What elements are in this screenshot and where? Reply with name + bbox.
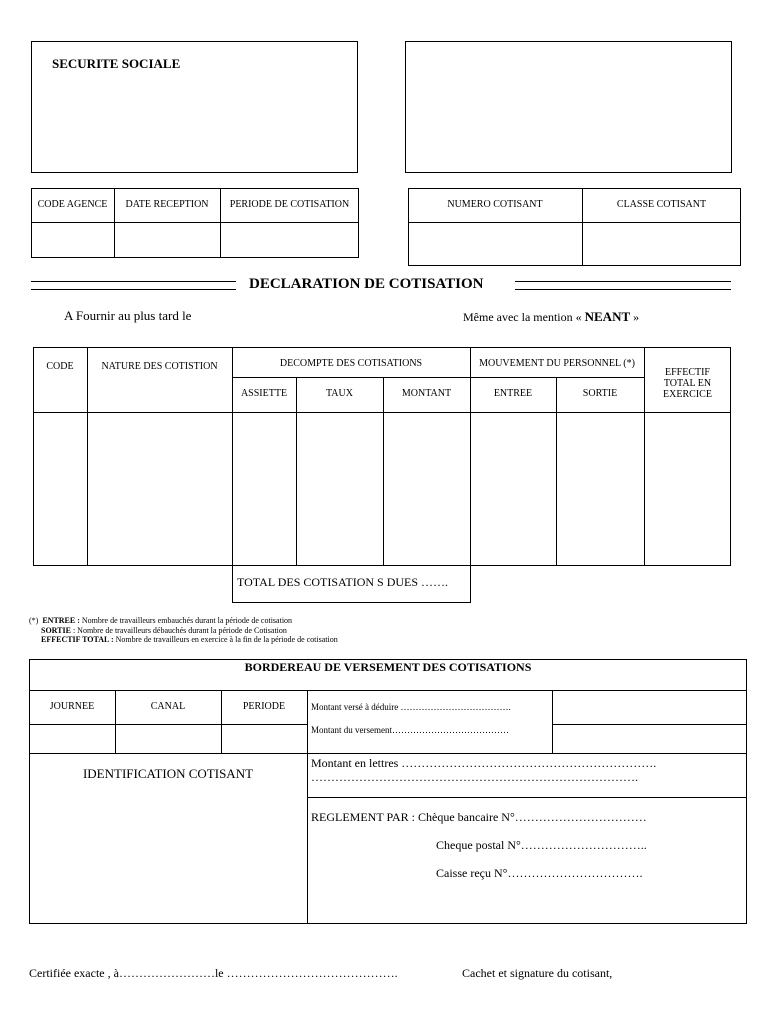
montant-deduire-field[interactable]	[553, 691, 746, 723]
code-agence-header: CODE AGENCE	[37, 199, 108, 210]
montant-versement-field[interactable]	[553, 725, 746, 752]
caisse-recu[interactable]: Caisse reçu N°…………………………….	[436, 866, 643, 880]
stamp-box	[405, 41, 732, 173]
canal-header: CANAL	[150, 701, 186, 712]
numero-cotisant-header: NUMERO COTISANT	[447, 199, 543, 210]
reglement-cheque-bancaire[interactable]: REGLEMENT PAR : Chèque bancaire N°……………………………	[311, 810, 647, 824]
code-agence-cell[interactable]	[32, 223, 113, 257]
mouvement-header: MOUVEMENT DU PERSONNEL (*)	[479, 358, 635, 369]
identification-cotisant: IDENTIFICATION COTISANT	[82, 766, 254, 781]
decompte-header: DECOMPTE DES COTISATIONS	[279, 358, 423, 369]
journee-header: JOURNEE	[49, 701, 95, 712]
code-header: CODE	[46, 361, 74, 372]
montant-lettres-line1[interactable]: Montant en lettres ……………………………………………………….	[311, 756, 657, 770]
entree-header: ENTREE	[493, 388, 533, 399]
fournir-text: A Fournir au plus tard le	[64, 308, 192, 323]
montant-deduire-label: Montant versé à déduire ……………………………….	[311, 702, 511, 712]
journee-cell[interactable]	[30, 725, 114, 752]
table-body-area[interactable]	[34, 413, 730, 565]
note-sortie: SORTIE : Nombre de travailleurs débauchés durant la période de Cotisation	[41, 626, 287, 635]
neant-label: NEANT	[584, 309, 631, 324]
date-reception-header: DATE RECEPTION	[125, 199, 209, 210]
periode-cotisation-cell[interactable]	[221, 223, 358, 257]
org-title: SECURITE SOCIALE	[52, 56, 181, 71]
taux-header: TAUX	[326, 388, 353, 399]
cheque-postal[interactable]: Cheque postal N°…………………………..	[436, 838, 647, 852]
assiette-header: ASSIETTE	[240, 388, 288, 399]
classe-cotisant-header: CLASSE COTISANT	[616, 199, 707, 210]
meme-mention-text: Même avec la mention « NEANT »	[463, 309, 640, 324]
cachet-signature: Cachet et signature du cotisant,	[462, 966, 613, 980]
montant-lettres-line2[interactable]: ……………………………………………………………………….	[311, 770, 638, 784]
sortie-header: SORTIE	[582, 388, 618, 399]
periode-cotisation-header: PERIODE DE COTISATION	[229, 199, 350, 210]
effectif-header-1: EFFECTIF	[664, 367, 710, 378]
classe-cotisant-cell[interactable]	[583, 223, 740, 265]
effectif-header-2: TOTAL EN	[663, 378, 712, 389]
periode-cell[interactable]	[222, 725, 306, 752]
certifiee-exacte[interactable]: Certifiée exacte , à……………………le …………………………………….	[29, 966, 398, 980]
note-entree: (*) ENTREE : Nombre de travailleurs embauchés durant la période de cotisation	[29, 616, 293, 625]
date-reception-cell[interactable]	[115, 223, 219, 257]
effectif-header-3: EXERCICE	[663, 389, 712, 400]
nature-header: NATURE DES COTISTION	[101, 361, 218, 372]
canal-cell[interactable]	[116, 725, 220, 752]
identification-area[interactable]	[30, 790, 306, 922]
numero-cotisant-cell[interactable]	[409, 223, 581, 265]
bordereau-title: BORDEREAU DE VERSEMENT DES COTISATIONS	[244, 660, 532, 674]
periode-header: PERIODE	[242, 701, 286, 712]
montant-versement-label: Montant du versement…………………………………	[311, 725, 509, 735]
montant-header: MONTANT	[401, 388, 452, 399]
note-effectif: EFFECTIF TOTAL : Nombre de travailleurs en exercice à la fin de la période de cotisation	[41, 635, 338, 644]
total-cotisations: TOTAL DES COTISATION S DUES …….	[237, 575, 449, 589]
declaration-title: DECLARATION DE COTISATION	[249, 276, 484, 292]
